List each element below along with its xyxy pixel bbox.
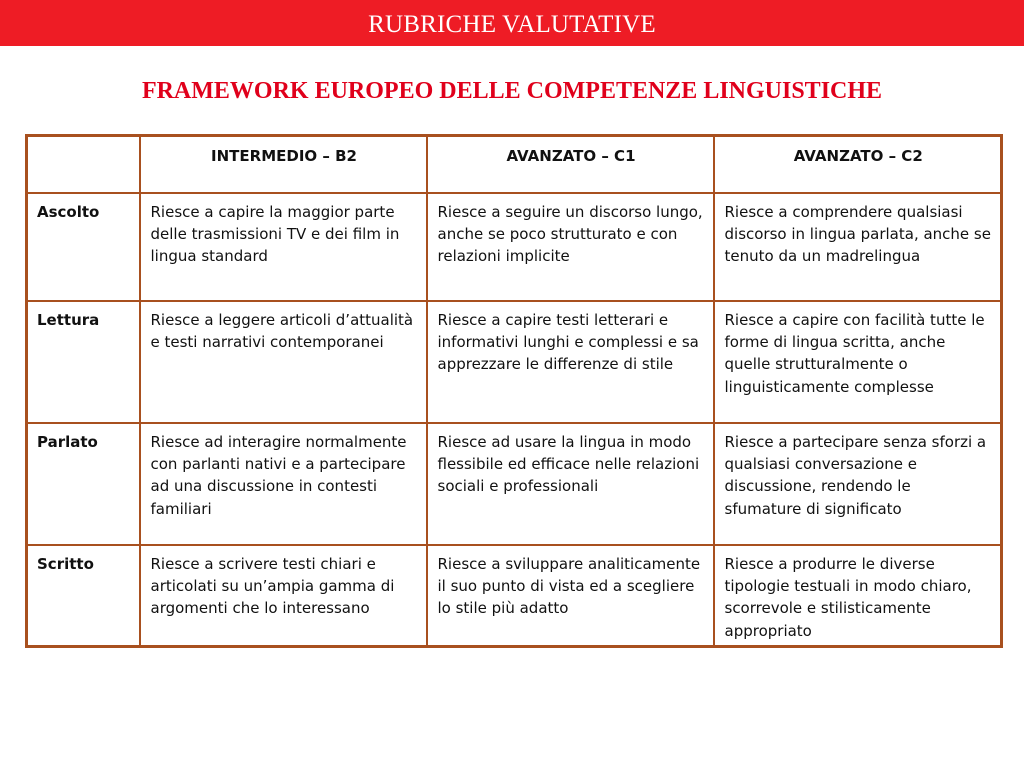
table-row-ascolto xyxy=(27,193,1002,301)
header-level-c2: AVANZATO – C2 xyxy=(714,136,1002,194)
slide-subtitle: FRAMEWORK EUROPEO DELLE COMPETENZE LINGUISTICHE xyxy=(141,78,883,104)
table-row-scritto xyxy=(27,545,1002,646)
table-cell: Riesce a capire con facilità tutte le forme di lingua scritta, anche quelle strutturalmente o linguisticamente complesse xyxy=(714,301,1002,423)
row-label-parlato: Parlato xyxy=(27,423,140,545)
table-header-row xyxy=(27,136,1002,194)
table-row-parlato xyxy=(27,423,1002,545)
header-corner-cell xyxy=(27,136,140,194)
rubric-table xyxy=(25,134,1003,648)
table-cell: Riesce a comprendere qualsiasi discorso in lingua parlata, anche se tenuto da un madrelingua xyxy=(714,193,1002,301)
table-cell: Riesce a leggere articoli d’attualità e testi narrativi contemporanei xyxy=(140,301,427,423)
title-banner xyxy=(0,0,1024,46)
row-label-scritto: Scritto xyxy=(27,545,140,646)
table-cell: Riesce a seguire un discorso lungo, anche se poco strutturato e con relazioni implicite xyxy=(427,193,714,301)
table-row-lettura xyxy=(27,301,1002,423)
row-label-lettura: Lettura xyxy=(27,301,140,423)
table-cell: Riesce a scrivere testi chiari e articolati su un’ampia gamma di argomenti che lo interessano xyxy=(140,545,427,646)
table-cell: Riesce ad usare la lingua in modo flessibile ed efficace nelle relazioni sociali e professionali xyxy=(427,423,714,545)
header-level-c1: AVANZATO – C1 xyxy=(427,136,714,194)
table-cell: Riesce a capire la maggior parte delle trasmissioni TV e dei film in lingua standard xyxy=(140,193,427,301)
table-cell: Riesce a produrre le diverse tipologie testuali in modo chiaro, scorrevole e stilisticamente appropriato xyxy=(714,545,1002,646)
row-label-ascolto: Ascolto xyxy=(27,193,140,301)
table-cell: Riesce a partecipare senza sforzi a qualsiasi conversazione e discussione, rendendo le sfumature di significato xyxy=(714,423,1002,545)
header-level-b2: INTERMEDIO – B2 xyxy=(140,136,427,194)
banner-title: RUBRICHE VALUTATIVE xyxy=(368,10,656,38)
table-cell: Riesce a sviluppare analiticamente il suo punto di vista ed a scegliere lo stile più adatto xyxy=(427,545,714,646)
table-cell: Riesce a capire testi letterari e informativi lunghi e complessi e sa apprezzare le differenze di stile xyxy=(427,301,714,423)
table-cell: Riesce ad interagire normalmente con parlanti nativi e a partecipare ad una discussione in contesti familiari xyxy=(140,423,427,545)
